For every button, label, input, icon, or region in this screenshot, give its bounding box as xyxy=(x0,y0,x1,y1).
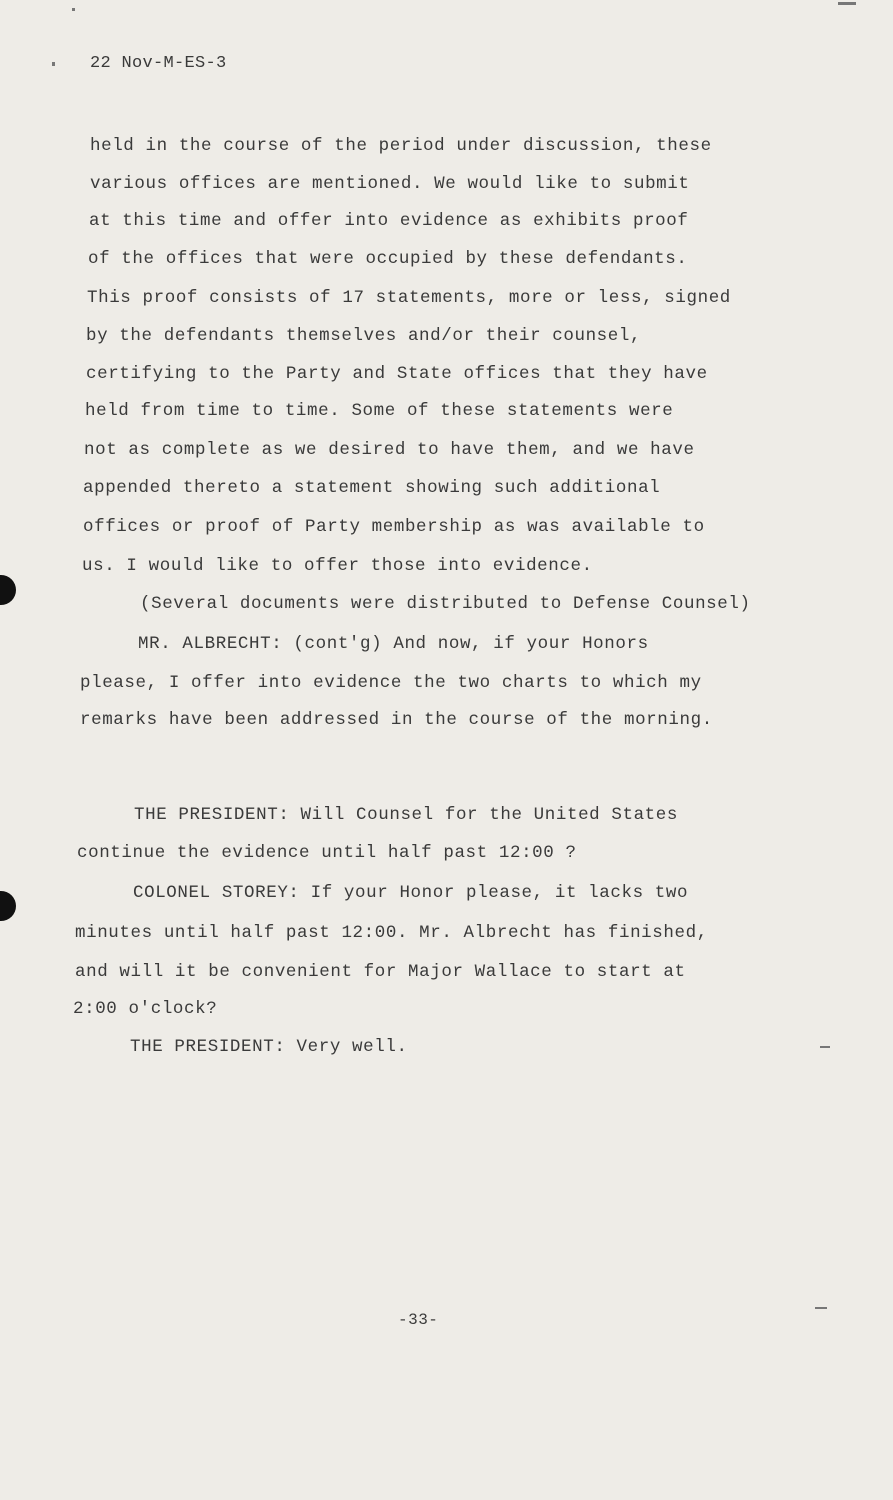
binder-hole xyxy=(0,575,16,605)
speaker-line: THE PRESIDENT: Will Counsel for the United States xyxy=(134,805,678,825)
text-line: appended thereto a statement showing such additional xyxy=(83,478,661,498)
text-line: by the defendants themselves and/or their counsel, xyxy=(86,326,642,346)
paper-speck xyxy=(72,8,75,11)
text-line: held in the course of the period under discussion, these xyxy=(90,136,712,156)
paper-speck xyxy=(838,2,856,5)
paper-speck xyxy=(820,1046,830,1048)
text-line: at this time and offer into evidence as exhibits proof xyxy=(89,211,689,231)
page-number: -33- xyxy=(398,1311,439,1329)
text-line: held from time to time. Some of these statements were xyxy=(85,401,674,421)
stage-direction: (Several documents were distributed to Defense Counsel) xyxy=(140,594,751,614)
text-line: certifying to the Party and State offices that they have xyxy=(86,364,708,384)
document-reference: 22 Nov-M-ES-3 xyxy=(90,54,227,73)
paper-speck xyxy=(52,62,55,66)
text-line: continue the evidence until half past 12:00 ? xyxy=(77,843,577,863)
text-line: of the offices that were occupied by these defendants. xyxy=(88,249,688,269)
text-line: us. I would like to offer those into evidence. xyxy=(82,556,593,576)
speaker-line: THE PRESIDENT: Very well. xyxy=(130,1037,408,1057)
text-line: offices or proof of Party membership as was available to xyxy=(83,517,705,537)
text-line: various offices are mentioned. We would like to submit xyxy=(90,174,690,194)
speaker-line: COLONEL STOREY: If your Honor please, it lacks two xyxy=(133,883,689,903)
paper-speck xyxy=(815,1307,827,1309)
text-line: remarks have been addressed in the course of the morning. xyxy=(80,710,713,730)
text-line: minutes until half past 12:00. Mr. Albrecht has finished, xyxy=(75,923,708,943)
text-line: and will it be convenient for Major Wallace to start at xyxy=(75,962,686,982)
text-line: This proof consists of 17 statements, more or less, signed xyxy=(87,288,731,308)
text-line: not as complete as we desired to have them, and we have xyxy=(84,440,695,460)
text-line: 2:00 o'clock? xyxy=(73,999,218,1019)
speaker-line: MR. ALBRECHT: (cont'g) And now, if your Honors xyxy=(138,634,649,654)
binder-hole xyxy=(0,891,16,921)
text-line: please, I offer into evidence the two charts to which my xyxy=(80,673,702,693)
